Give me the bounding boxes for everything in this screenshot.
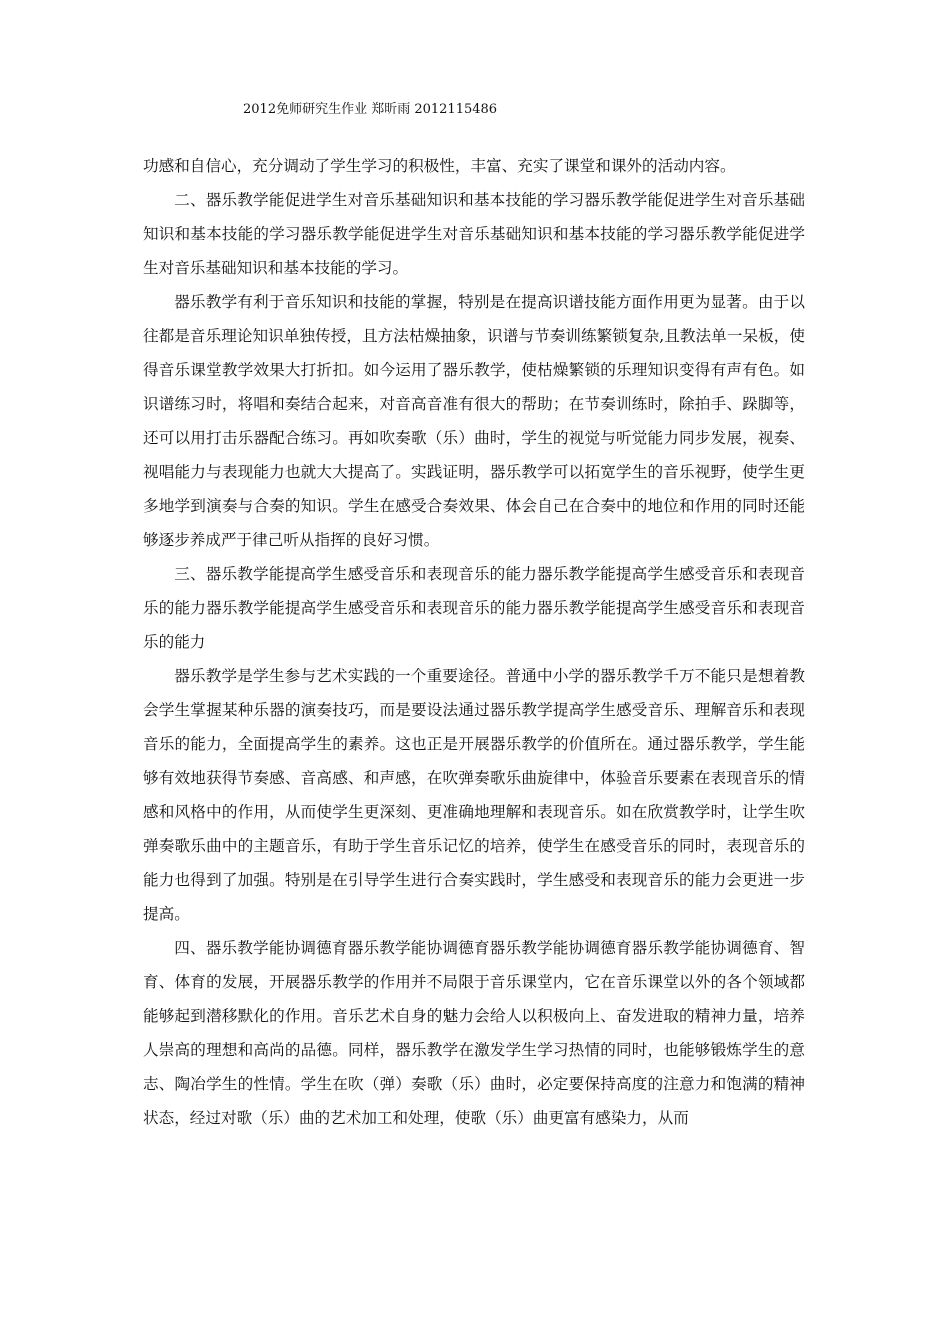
paragraph-continuation: 功感和自信心，充分调动了学生学习的积极性，丰富、充实了课堂和课外的活动内容。 — [143, 157, 736, 175]
section-heading-3: 三、器乐教学能提高学生感受音乐和表现音乐的能力器乐教学能提高学生感受音乐和表现音乐的能力器乐教学能提高学生感受音乐和表现音乐的能力器乐教学能提高学生感受音乐和表现音乐的能力 — [143, 565, 805, 651]
page-header: 2012免师研究生作业 郑昕雨 2012115486 — [243, 102, 498, 117]
section-heading-4: 四、器乐教学能协调德育器乐教学能协调德育器乐教学能协调德育器乐教学能协调德育、智育、体育的发展，开展器乐教学的作用并不局限于音乐课堂内，它在音乐课堂以外的各个领域都能够起到潜移默化的作用。音乐艺术自身的魅力会给人以积极向上、奋发进取的精神力量，培养人崇高的理想和高尚的品德。同样，器乐教学在激发学生学习热情的同时，也能够锻炼学生的意志、陶冶学生的性情。学生在吹（弹）奏歌（乐）曲时，必定要保持高度的注意力和饱满的精神状态，经过对歌（乐）曲的艺术加工和处理，使歌（乐）曲更富有感染力，从而 — [143, 939, 805, 1127]
paragraph-art-practice: 器乐教学是学生参与艺术实践的一个重要途径。普通中小学的器乐教学千万不能只是想着教会学生掌握某种乐器的演奏技巧，而是要设法通过器乐教学提高学生感受音乐、理解音乐和表现音乐的能力，全面提高学生的素养。这也正是开展器乐教学的价值所在。通过器乐教学，学生能够有效地获得节奏感、音高感、和声感，在吹弹奏歌乐曲旋律中，体验音乐要素在表现音乐的情感和风格中的作用，从而使学生更深刻、更准确地理解和表现音乐。如在欣赏教学时，让学生吹弹奏歌乐曲中的主题音乐，有助于学生音乐记忆的培养，使学生在感受音乐的同时，表现音乐的能力也得到了加强。特别是在引导学生进行合奏实践时，学生感受和表现音乐的能力会更进一步提高。 — [143, 667, 805, 923]
section-heading-2: 二、器乐教学能促进学生对音乐基础知识和基本技能的学习器乐教学能促进学生对音乐基础知识和基本技能的学习器乐教学能促进学生对音乐基础知识和基本技能的学习器乐教学能促进学生对音乐基础知识和基本技能的学习。 — [143, 191, 805, 277]
document-body — [143, 149, 805, 1135]
paragraph-instrumental-skills: 器乐教学有利于音乐知识和技能的掌握，特别是在提高识谱技能方面作用更为显著。由于以往都是音乐理论知识单独传授，且方法枯燥抽象，识谱与节奏训练繁锁复杂,且教法单一呆板，使得音乐课堂教学效果大打折扣。如今运用了器乐教学，使枯燥繁锁的乐理知识变得有声有色。如识谱练习时，将唱和奏结合起来，对音高音准有很大的帮助；在节奏训练时，除拍手、跺脚等，还可以用打击乐器配合练习。再如吹奏歌（乐）曲时，学生的视觉与听觉能力同步发展，视奏、视唱能力与表现能力也就大大提高了。实践证明，器乐教学可以拓宽学生的音乐视野，使学生更多地学到演奏与合奏的知识。学生在感受合奏效果、体会自己在合奏中的地位和作用的同时还能够逐步养成严于律己听从指挥的良好习惯。 — [143, 293, 805, 549]
